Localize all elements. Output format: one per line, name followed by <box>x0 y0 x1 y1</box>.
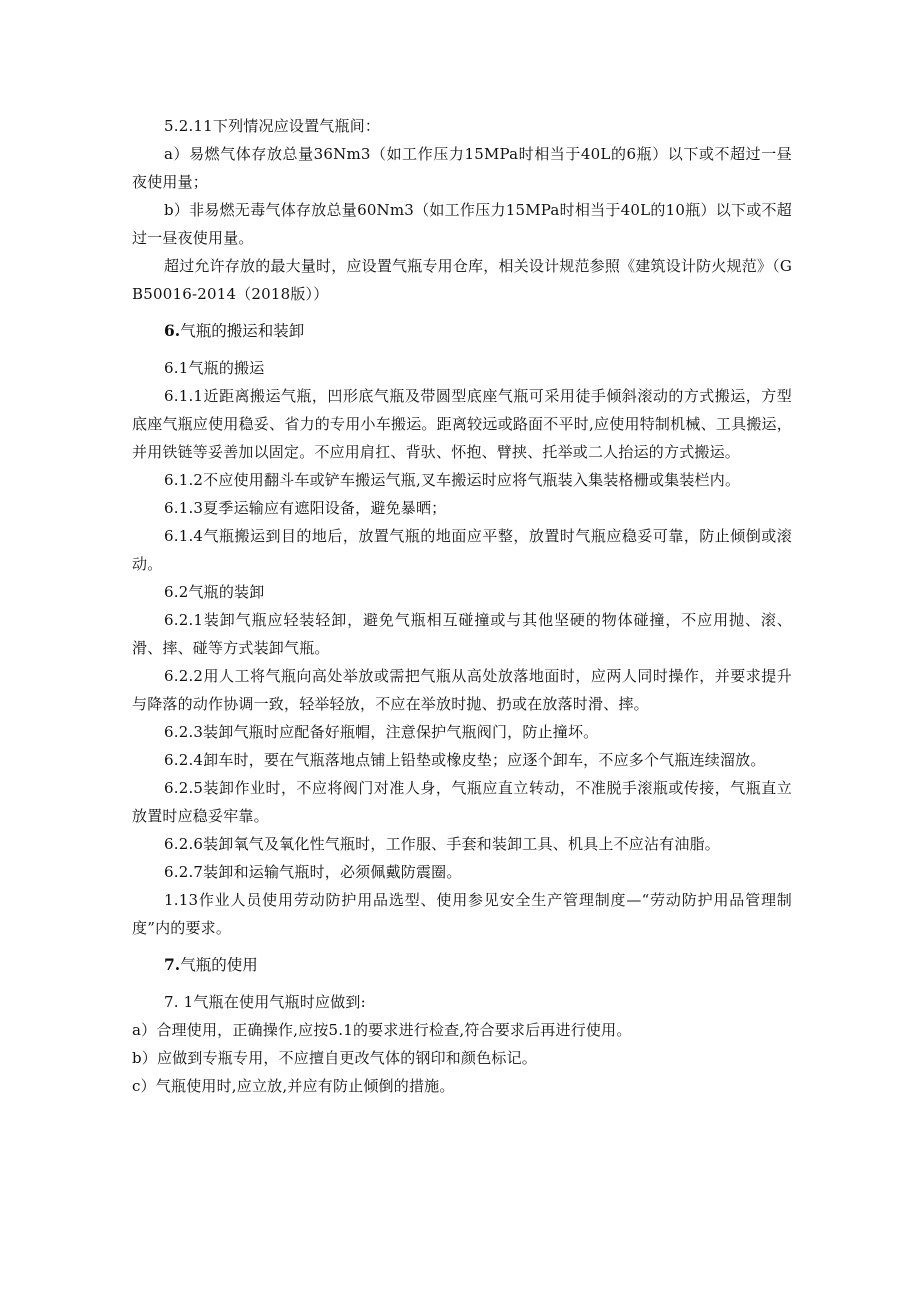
paragraph: 6.2气瓶的装卸 <box>164 583 265 601</box>
paragraph: 6.1.3夏季运输应有遮阳设备，避免暴晒； <box>164 499 447 517</box>
section-title: 气瓶的搬运和装卸 <box>180 322 305 340</box>
paragraph: 6.2.5装卸作业时，不应将阀门对准人身，气瓶应直立转动，不准脱手滚瓶或传接，气瓶直立放置时应稳妥牢靠。 <box>132 779 792 825</box>
paragraph: c）气瓶使用时,应立放,并应有防止倾倒的措施。 <box>132 1077 455 1095</box>
paragraph: 6.1.2不应使用翻斗车或铲车搬运气瓶,叉车搬运时应将气瓶装入集装格栅或集装栏内。 <box>164 471 741 489</box>
paragraph: 6.2.4卸车时，要在气瓶落地点铺上铅垫或橡皮垫；应逐个卸车，不应多个气瓶连续溜放。 <box>164 751 766 769</box>
paragraph: b）非易燃无毒气体存放总量60Nm3（如工作压力15MPa时相当于40L的10瓶）以下或不超过一昼夜使用量。 <box>132 201 792 247</box>
paragraph: 6.2.3装卸气瓶时应配备好瓶帽，注意保护气瓶阀门，防止撞坏。 <box>164 723 599 741</box>
paragraph: b）应做到专瓶专用，不应擅自更改气体的钢印和颜色标记。 <box>132 1049 538 1067</box>
paragraph: 6.2.7装卸和运输气瓶时，必须佩戴防震圈。 <box>164 863 462 881</box>
paragraph: 1.13作业人员使用劳动防护用品选型、使用参见安全生产管理制度—“劳动防护用品管理制度”内的要求。 <box>132 891 792 937</box>
paragraph: 超过允许存放的最大量时，应设置气瓶专用仓库，相关设计规范参照《建筑设计防火规范》（GB50016-2014（2018版）） <box>132 257 792 303</box>
paragraph: 6.1气瓶的搬运 <box>164 359 265 377</box>
section-number: 6. <box>164 321 181 340</box>
paragraph: 7. 1气瓶在使用气瓶时应做到: <box>164 993 366 1011</box>
paragraph: 6.1.4气瓶搬运到目的地后，放置气瓶的地面应平整，放置时气瓶应稳妥可靠，防止倾倒或滚动。 <box>132 527 792 573</box>
paragraph: 6.2.6装卸氧气及氧化性气瓶时，工作服、手套和装卸工具、机具上不应沾有油脂。 <box>164 835 720 853</box>
paragraph: 6.1.1近距离搬运气瓶，凹形底气瓶及带圆型底座气瓶可采用徒手倾斜滚动的方式搬运，方型底座气瓶应使用稳妥、省力的专用小车搬运。距离较远或路面不平时,应使用特制机械、工具搬运，并用铁链等妥善加以固定。不应用肩扛、背驮、怀抱、臂挟、托举或二人抬运的方式搬运。 <box>132 387 792 461</box>
document-body <box>132 112 792 1100</box>
paragraph: a）合理使用，正确操作,应按5.1的要求进行检查,符合要求后再进行使用。 <box>132 1021 632 1039</box>
section-heading <box>132 316 792 346</box>
section-title: 气瓶的使用 <box>180 956 258 974</box>
paragraph: 6.2.1装卸气瓶应轻装轻卸，避免气瓶相互碰撞或与其他坚硬的物体碰撞，不应用抛、滚、滑、摔、碰等方式装卸气瓶。 <box>132 611 792 657</box>
paragraph: a）易燃气体存放总量36Nm3（如工作压力15MPa时相当于40L的6瓶）以下或不超过一昼夜使用量； <box>132 145 792 191</box>
section-heading <box>132 950 792 980</box>
paragraph: 5.2.11下列情况应设置气瓶间： <box>164 117 381 135</box>
section-number: 7. <box>164 955 181 974</box>
paragraph: 6.2.2用人工将气瓶向高处举放或需把气瓶从高处放落地面时，应两人同时操作，并要求提升与降落的动作协调一致，轻举轻放，不应在举放时抛、扔或在放落时滑、摔。 <box>132 667 792 713</box>
